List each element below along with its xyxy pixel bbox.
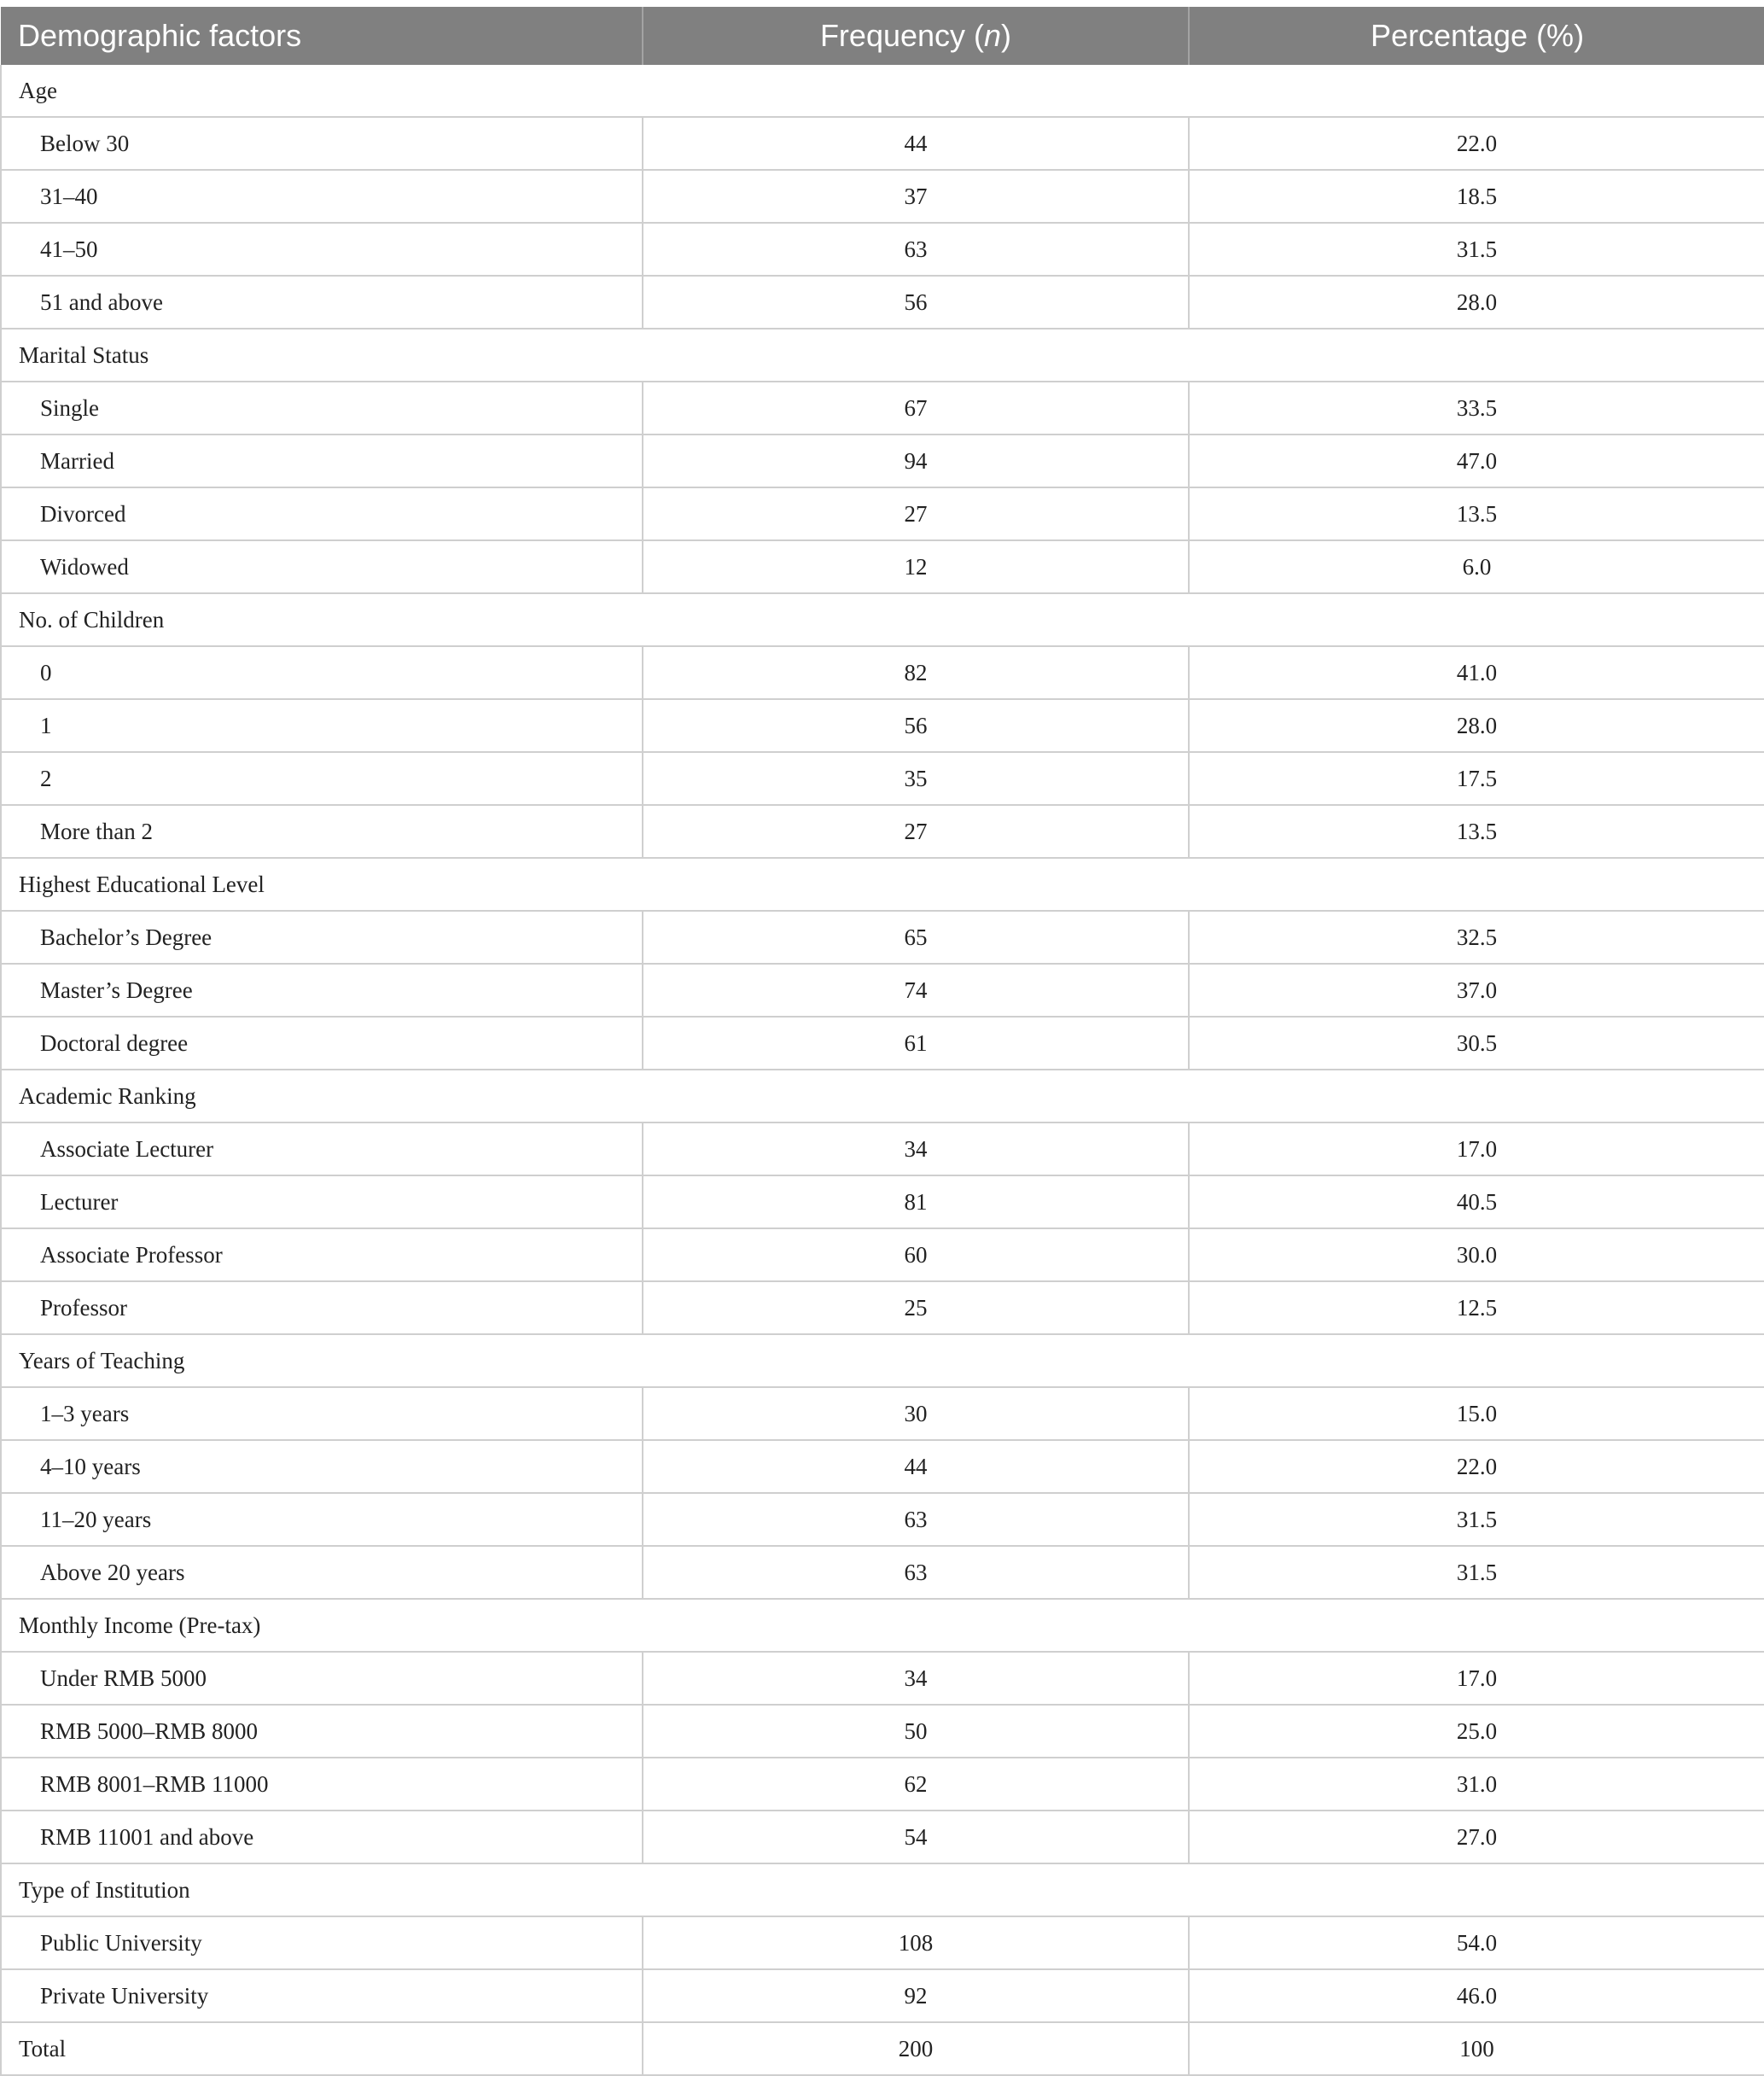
row-percentage: 30.0 xyxy=(1189,1228,1764,1281)
row-frequency: 44 xyxy=(643,1440,1189,1493)
row-percentage: 32.5 xyxy=(1189,911,1764,964)
row-percentage: 25.0 xyxy=(1189,1705,1764,1758)
row-percentage: 54.0 xyxy=(1189,1916,1764,1969)
row-frequency: 50 xyxy=(643,1705,1189,1758)
row-label: Associate Lecturer xyxy=(1,1123,643,1175)
row-label: Single xyxy=(1,382,643,434)
row-frequency: 54 xyxy=(643,1811,1189,1863)
table-row xyxy=(1,1175,1764,1228)
row-frequency: 60 xyxy=(643,1228,1189,1281)
row-percentage: 33.5 xyxy=(1189,382,1764,434)
table-row xyxy=(1,1387,1764,1440)
table-row xyxy=(1,1652,1764,1705)
row-percentage: 28.0 xyxy=(1189,276,1764,329)
total-label: Total xyxy=(1,2022,643,2075)
row-percentage: 17.0 xyxy=(1189,1123,1764,1175)
row-label: 41–50 xyxy=(1,223,643,276)
row-percentage: 15.0 xyxy=(1189,1387,1764,1440)
row-frequency: 44 xyxy=(643,117,1189,170)
table-row xyxy=(1,1228,1764,1281)
category-row-institution-type xyxy=(1,1863,1764,1916)
row-label: Above 20 years xyxy=(1,1546,643,1599)
row-frequency: 37 xyxy=(643,170,1189,223)
table-row xyxy=(1,1916,1764,1969)
row-percentage: 31.5 xyxy=(1189,223,1764,276)
row-label: Divorced xyxy=(1,487,643,540)
table-row xyxy=(1,434,1764,487)
row-frequency: 61 xyxy=(643,1017,1189,1070)
header-frequency-pre: Frequency ( xyxy=(819,18,985,53)
row-percentage: 18.5 xyxy=(1189,170,1764,223)
category-row-age xyxy=(1,65,1764,117)
row-percentage: 12.5 xyxy=(1189,1281,1764,1334)
row-percentage: 13.5 xyxy=(1189,805,1764,858)
row-percentage: 46.0 xyxy=(1189,1969,1764,2022)
table-row xyxy=(1,117,1764,170)
table-row xyxy=(1,276,1764,329)
category-row-education xyxy=(1,858,1764,911)
category-row-children xyxy=(1,593,1764,646)
row-frequency: 35 xyxy=(643,752,1189,805)
table-row xyxy=(1,1546,1764,1599)
category-row-academic-ranking xyxy=(1,1070,1764,1123)
row-percentage: 41.0 xyxy=(1189,646,1764,699)
row-frequency: 62 xyxy=(643,1758,1189,1811)
row-frequency: 65 xyxy=(643,911,1189,964)
row-frequency: 74 xyxy=(643,964,1189,1017)
row-frequency: 92 xyxy=(643,1969,1189,2022)
row-frequency: 30 xyxy=(643,1387,1189,1440)
table-row xyxy=(1,1758,1764,1811)
row-label: 1 xyxy=(1,699,643,752)
row-percentage: 17.5 xyxy=(1189,752,1764,805)
row-label: 0 xyxy=(1,646,643,699)
header-frequency xyxy=(643,7,1189,65)
row-label: Master’s Degree xyxy=(1,964,643,1017)
category-label: Years of Teaching xyxy=(1,1334,1764,1387)
header-frequency-post: ) xyxy=(1001,18,1012,53)
row-label: 4–10 years xyxy=(1,1440,643,1493)
row-label: 31–40 xyxy=(1,170,643,223)
row-percentage: 22.0 xyxy=(1189,117,1764,170)
row-label: Doctoral degree xyxy=(1,1017,643,1070)
row-frequency: 56 xyxy=(643,276,1189,329)
category-row-marital-status xyxy=(1,329,1764,382)
row-percentage: 30.5 xyxy=(1189,1017,1764,1070)
row-label: Lecturer xyxy=(1,1175,643,1228)
row-label: More than 2 xyxy=(1,805,643,858)
table-row xyxy=(1,540,1764,593)
total-frequency: 200 xyxy=(643,2022,1189,2075)
table-row xyxy=(1,752,1764,805)
row-percentage: 40.5 xyxy=(1189,1175,1764,1228)
header-demographic-factors: Demographic factors xyxy=(1,7,643,65)
row-frequency: 12 xyxy=(643,540,1189,593)
category-label: Age xyxy=(1,65,1764,117)
row-label: Bachelor’s Degree xyxy=(1,911,643,964)
table-row xyxy=(1,1969,1764,2022)
row-frequency: 94 xyxy=(643,434,1189,487)
row-label: RMB 8001–RMB 11000 xyxy=(1,1758,643,1811)
table-row xyxy=(1,911,1764,964)
row-frequency: 63 xyxy=(643,1546,1189,1599)
demographics-table xyxy=(0,7,1764,2076)
row-frequency: 34 xyxy=(643,1652,1189,1705)
table-row xyxy=(1,1440,1764,1493)
row-label: Married xyxy=(1,434,643,487)
total-percentage: 100 xyxy=(1189,2022,1764,2075)
category-label: Highest Educational Level xyxy=(1,858,1764,911)
category-label: Type of Institution xyxy=(1,1863,1764,1916)
category-label: Marital Status xyxy=(1,329,1764,382)
row-frequency: 81 xyxy=(643,1175,1189,1228)
table-row xyxy=(1,1281,1764,1334)
header-row xyxy=(1,7,1764,65)
row-label: Widowed xyxy=(1,540,643,593)
row-percentage: 37.0 xyxy=(1189,964,1764,1017)
row-label: Private University xyxy=(1,1969,643,2022)
row-label: 11–20 years xyxy=(1,1493,643,1546)
row-frequency: 34 xyxy=(643,1123,1189,1175)
row-label: Associate Professor xyxy=(1,1228,643,1281)
total-row xyxy=(1,2022,1764,2075)
row-frequency: 63 xyxy=(643,1493,1189,1546)
row-label: RMB 11001 and above xyxy=(1,1811,643,1863)
row-percentage: 28.0 xyxy=(1189,699,1764,752)
row-label: 51 and above xyxy=(1,276,643,329)
row-label: RMB 5000–RMB 8000 xyxy=(1,1705,643,1758)
row-frequency: 56 xyxy=(643,699,1189,752)
category-label: No. of Children xyxy=(1,593,1764,646)
row-label: Under RMB 5000 xyxy=(1,1652,643,1705)
row-percentage: 47.0 xyxy=(1189,434,1764,487)
table-row xyxy=(1,223,1764,276)
row-frequency: 63 xyxy=(643,223,1189,276)
category-row-monthly-income xyxy=(1,1599,1764,1652)
table-row xyxy=(1,382,1764,434)
table-row xyxy=(1,805,1764,858)
category-row-years-of-teaching xyxy=(1,1334,1764,1387)
row-frequency: 108 xyxy=(643,1916,1189,1969)
row-percentage: 31.5 xyxy=(1189,1546,1764,1599)
table-row xyxy=(1,1017,1764,1070)
row-frequency: 27 xyxy=(643,805,1189,858)
category-label: Academic Ranking xyxy=(1,1070,1764,1123)
header-percentage: Percentage (%) xyxy=(1189,7,1764,65)
table-row xyxy=(1,170,1764,223)
table-row xyxy=(1,964,1764,1017)
row-percentage: 6.0 xyxy=(1189,540,1764,593)
table-row xyxy=(1,1493,1764,1546)
row-percentage: 31.5 xyxy=(1189,1493,1764,1546)
table-row xyxy=(1,1811,1764,1863)
row-percentage: 22.0 xyxy=(1189,1440,1764,1493)
table-row xyxy=(1,1123,1764,1175)
table-row xyxy=(1,699,1764,752)
row-label: 2 xyxy=(1,752,643,805)
table-row xyxy=(1,646,1764,699)
row-label: 1–3 years xyxy=(1,1387,643,1440)
row-frequency: 27 xyxy=(643,487,1189,540)
row-label: Below 30 xyxy=(1,117,643,170)
row-percentage: 13.5 xyxy=(1189,487,1764,540)
category-label: Monthly Income (Pre-tax) xyxy=(1,1599,1764,1652)
row-percentage: 27.0 xyxy=(1189,1811,1764,1863)
header-frequency-n: n xyxy=(984,18,1002,53)
row-percentage: 31.0 xyxy=(1189,1758,1764,1811)
row-frequency: 67 xyxy=(643,382,1189,434)
row-frequency: 82 xyxy=(643,646,1189,699)
table-row xyxy=(1,1705,1764,1758)
row-percentage: 17.0 xyxy=(1189,1652,1764,1705)
row-frequency: 25 xyxy=(643,1281,1189,1334)
row-label: Public University xyxy=(1,1916,643,1969)
table-row xyxy=(1,487,1764,540)
row-label: Professor xyxy=(1,1281,643,1334)
